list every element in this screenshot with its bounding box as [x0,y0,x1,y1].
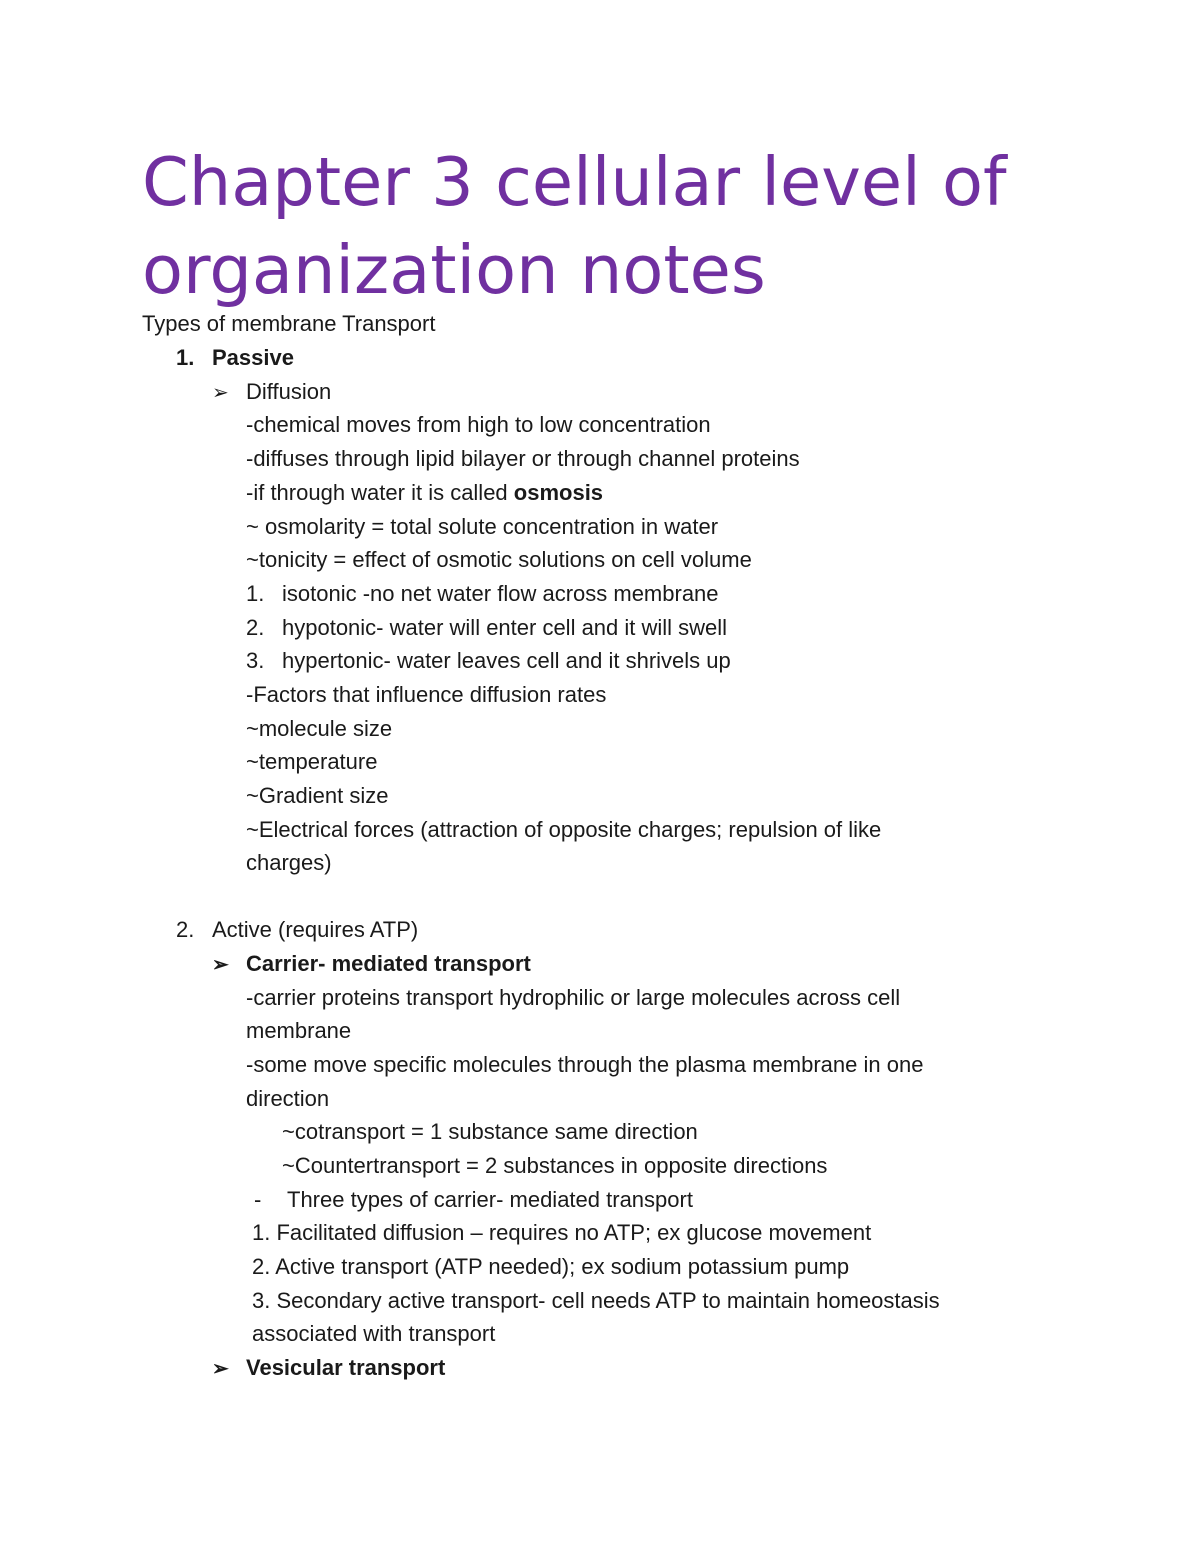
carrier-item [212,947,531,981]
tonicity-item [246,577,719,611]
countertransport-line: ~Countertransport = 2 substances in opposite directions [282,1153,828,1178]
active-number: 2. [176,917,195,942]
section-subtitle: Types of membrane Transport [142,311,436,336]
carrier-line: -carrier proteins transport hydrophilic or large molecules across cell [246,985,901,1010]
factor-item: ~Electrical forces (attraction of opposite charges; repulsion of like [246,817,882,842]
tonicity-item-text: hypertonic- water leaves cell and it shrivels up [282,648,731,673]
carrier-line: membrane [246,1018,352,1043]
diffusion-item [212,375,331,409]
passive-number: 1. [176,345,195,370]
title-line-2: organization notes [142,231,766,309]
factor-item: ~temperature [246,749,378,774]
type-item-continued: associated with transport [252,1321,496,1346]
arrow-bullet-icon: ➢ [212,382,229,404]
carrier-line: direction [246,1086,330,1111]
title-line-1: Chapter 3 cellular level of [142,143,1007,221]
diffusion-line-2: -diffuses through lipid bilayer or through channel proteins [246,446,800,471]
types-heading: Three types of carrier- mediated transport [287,1187,693,1212]
cotransport-line: ~cotransport = 1 substance same direction [282,1119,698,1144]
diffusion-line-1: -chemical moves from high to low concentration [246,412,711,437]
vesicular-item [212,1351,445,1385]
types-dash: - [254,1187,262,1212]
tonicity-item [246,644,731,678]
tonicity-line: ~tonicity = effect of osmotic solutions on cell volume [246,547,752,572]
document-title [142,138,1142,314]
diffusion-label: Diffusion [246,379,332,404]
type-item: 1. Facilitated diffusion – requires no ATP; ex glucose movement [252,1220,872,1245]
osmosis-prefix: -if through water it is called [246,480,514,505]
osmosis-term: osmosis [513,480,604,505]
type-item: 3. Secondary active transport- cell needs ATP to maintain homeostasis [252,1288,940,1313]
factor-item-continued: charges) [246,850,332,875]
active-heading [176,913,418,947]
osmolarity-line: ~ osmolarity = total solute concentration in water [246,514,719,539]
tonicity-item-text: isotonic -no net water flow across membrane [282,581,719,606]
arrow-bullet-icon: ➢ [212,954,229,976]
factor-item: ~molecule size [246,716,393,741]
tonicity-item-number: 1. [246,581,265,606]
type-item: 2. Active transport (ATP needed); ex sodium potassium pump [252,1254,850,1279]
passive-label: Passive [212,345,294,370]
vesicular-label: Vesicular transport [246,1355,446,1380]
carrier-label: Carrier- mediated transport [246,951,531,976]
factors-heading: -Factors that influence diffusion rates [246,682,607,707]
tonicity-item-text: hypotonic- water will enter cell and it will swell [282,615,728,640]
arrow-bullet-icon: ➢ [212,1358,229,1380]
active-label: Active (requires ATP) [212,917,419,942]
carrier-line: -some move specific molecules through the plasma membrane in one [246,1052,924,1077]
osmosis-line [246,476,603,510]
passive-heading [176,341,294,375]
tonicity-item [246,611,727,645]
tonicity-item-number: 3. [246,648,265,673]
factor-item: ~Gradient size [246,783,389,808]
tonicity-item-number: 2. [246,615,265,640]
